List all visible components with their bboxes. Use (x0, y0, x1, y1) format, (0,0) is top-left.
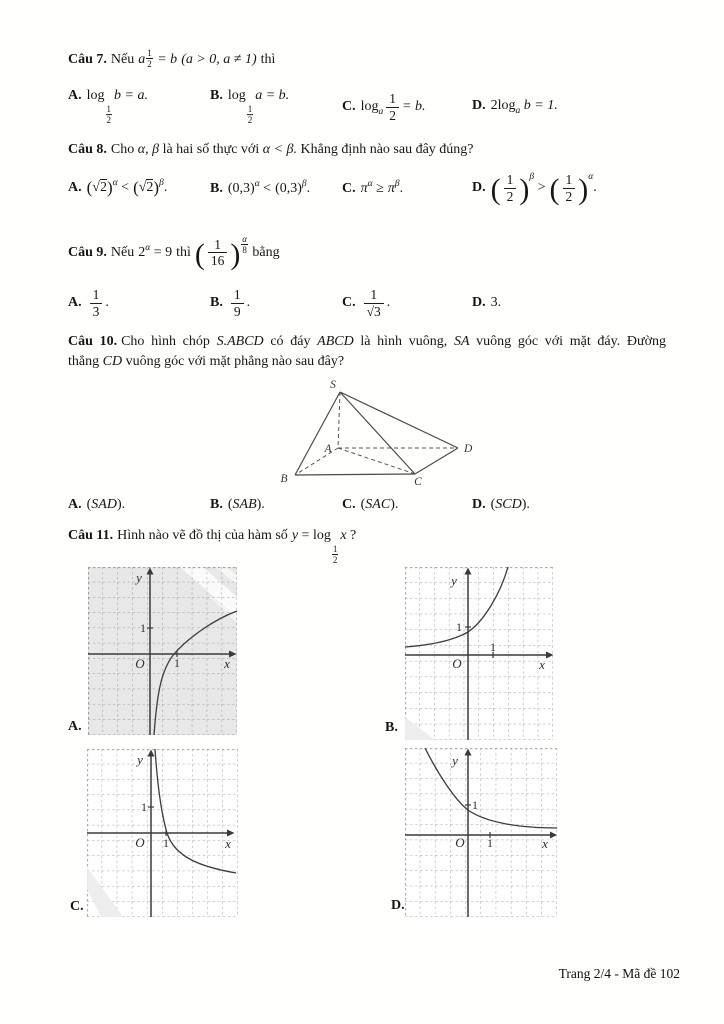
radical-sign: √ (366, 303, 375, 319)
question-label: Câu 11. (68, 528, 114, 543)
origin-label: O (452, 656, 462, 671)
stem-text: Hình nào vẽ đồ thị của hàm số (117, 528, 288, 543)
question-9-options (68, 280, 668, 326)
greek-relation: α < β. (262, 142, 297, 157)
period: . (246, 295, 251, 311)
stem-text: Nếu (110, 245, 135, 260)
stem-text: là hình vuông, (353, 334, 454, 349)
origin-label: O (455, 835, 465, 850)
math-text: b = 1. (523, 98, 558, 113)
y-axis-label: y (451, 573, 457, 588)
exponent: α (254, 179, 260, 189)
base: (0,3) (275, 181, 302, 196)
vertex-label-a: A (324, 443, 332, 455)
frac-num: 1 (147, 48, 152, 58)
period: . (306, 181, 311, 196)
frac-num: 1 (506, 171, 514, 187)
plane-name: SCD (495, 497, 522, 512)
exponent: α (112, 178, 118, 188)
graph-b-svg (405, 567, 553, 740)
exponent: β (529, 172, 535, 183)
x-tick-label: 1 (163, 836, 169, 850)
exponent: α (145, 243, 151, 253)
frac-num: 1 (106, 104, 112, 115)
stem-line-1 (68, 332, 666, 352)
question-9-option-a (68, 287, 109, 319)
stem-line-2 (68, 352, 666, 372)
frac-num: 1 (389, 90, 397, 106)
option-label: D. (472, 98, 486, 113)
question-mark: ? (350, 528, 357, 543)
fraction (208, 237, 228, 269)
frac-den: 16 (208, 252, 228, 269)
paren-open: ( (133, 178, 139, 197)
exponent: α (367, 179, 373, 189)
frac-num: 1 (332, 544, 338, 554)
log-base: a (378, 107, 384, 118)
math-text: b = a. (114, 88, 148, 104)
vertex-label-b: B (280, 473, 288, 485)
stem-text: Cho (110, 142, 138, 157)
var-x: x (340, 528, 347, 543)
question-9-option-b (210, 287, 250, 319)
relation: < (121, 180, 130, 195)
option-label: D. (472, 295, 486, 310)
stem-text: là hai số thực với (159, 142, 263, 157)
solid-name: S.ABCD (216, 334, 264, 349)
frac-den: 2 (332, 555, 338, 566)
log-base: a (515, 106, 521, 116)
paren-open: ( (227, 497, 233, 512)
question-10-option-d (472, 497, 530, 513)
frac-num: 1 (214, 236, 222, 252)
paren-close: ) (106, 178, 113, 197)
math-text: 3. (490, 295, 502, 310)
exponent-fraction (241, 234, 248, 256)
paren-close: ) (153, 178, 160, 197)
pyramid-solid-edges (295, 392, 458, 475)
base-name: ABCD (317, 334, 354, 349)
paren-open: ( (490, 173, 501, 207)
stem-text: có đáy (263, 334, 318, 349)
question-7 (68, 48, 666, 70)
vertex-label-s: S (330, 379, 336, 391)
question-label: Câu 9. (68, 245, 107, 260)
question-9-option-d (472, 295, 501, 311)
frac-num: 1 (92, 286, 100, 302)
x-tick-label: 1 (490, 640, 496, 654)
frac-num: 1 (565, 171, 573, 187)
math-condition: (a > 0, a ≠ 1) (181, 52, 257, 67)
fraction (231, 287, 244, 319)
stem-text: Cho hình chóp (121, 334, 217, 349)
frac-num: 1 (233, 286, 241, 302)
question-8-options (68, 162, 668, 214)
origin-label: O (135, 656, 145, 671)
question-10-option-a (68, 497, 125, 513)
question-7-options (68, 84, 668, 130)
question-10-option-b (210, 497, 265, 513)
math-eq: = b (157, 52, 178, 67)
relation: > (537, 180, 546, 196)
paren-open: ( (549, 173, 560, 207)
frac-den: 2 (504, 188, 517, 205)
log-fn: log (360, 99, 379, 115)
y-axis-label: y (137, 752, 143, 767)
fraction (563, 172, 576, 204)
exponent: β (159, 178, 164, 188)
frac-num: 1 (370, 286, 378, 302)
y-tick-label: 1 (140, 621, 146, 635)
fraction (364, 287, 384, 319)
option-label: C. (342, 99, 356, 115)
vertex-label-c: C (414, 476, 422, 488)
graph-d-label: D. (391, 898, 405, 913)
option-label: A. (68, 497, 82, 512)
paren-close: ). (116, 497, 126, 512)
option-label: A. (68, 180, 82, 195)
question-9-option-c (342, 287, 390, 319)
option-label: B. (210, 295, 223, 311)
stem-text: vuông góc với mặt đáy. Đường (469, 334, 667, 349)
x-axis-label: x (224, 656, 230, 671)
log-base-fraction (247, 104, 254, 126)
paren-open: ( (194, 237, 205, 271)
stem-text: Nếu (110, 52, 135, 67)
period: . (593, 180, 597, 196)
log-fn: log (227, 88, 246, 104)
option-label: D. (472, 180, 486, 196)
question-8 (68, 140, 666, 160)
base: 2 (138, 245, 146, 260)
question-9 (68, 234, 666, 269)
log-fn: log (86, 88, 105, 104)
radicand: 2 (146, 180, 154, 195)
option-label: B. (210, 497, 223, 512)
frac-den: 2 (386, 107, 399, 124)
frac-den: 2 (563, 188, 576, 205)
pyramid-svg (270, 378, 480, 492)
base: π (360, 181, 368, 196)
log-fn: log (312, 528, 331, 543)
frac-den: 9 (231, 303, 244, 320)
greek-vars: α, β (137, 142, 160, 157)
grid (405, 748, 557, 917)
x-tick-label: 1 (174, 656, 180, 670)
paren-close: ). (521, 497, 530, 512)
math-eq: = (301, 528, 310, 543)
option-label: A. (68, 295, 82, 311)
log-fn: log (497, 98, 516, 113)
graph-a-svg (88, 567, 237, 735)
log-base-fraction (332, 544, 339, 566)
option-label: C. (342, 295, 356, 311)
option-label: B. (210, 88, 223, 104)
question-10 (68, 332, 666, 373)
paren-open: ( (490, 497, 496, 512)
grid (405, 567, 553, 740)
frac-den: 2 (106, 115, 112, 126)
x-axis-label: x (539, 657, 545, 672)
option-label: D. (472, 497, 486, 512)
graph-a-label: A. (68, 719, 82, 734)
y-tick-label: 1 (141, 800, 147, 814)
base: (0,3) (227, 181, 255, 196)
graph-c-svg (87, 749, 238, 917)
paren-close: ). (256, 497, 265, 512)
question-7-option-a (68, 88, 148, 126)
y-tick-label: 1 (472, 798, 478, 812)
math-exponent-fraction (146, 48, 153, 70)
paren-close: ) (578, 173, 589, 207)
fraction (386, 91, 399, 123)
option-label: C. (342, 497, 356, 512)
stem-text: Khẳng định nào sau đây đúng? (297, 142, 474, 157)
fraction (504, 172, 517, 204)
question-label: Câu 8. (68, 142, 107, 157)
graph-b-label: B. (385, 720, 398, 735)
period: . (105, 295, 109, 311)
period: . (163, 180, 168, 195)
stem-text: thì (260, 52, 276, 67)
radicand: 2 (99, 180, 107, 195)
edge-name: CD (102, 354, 123, 370)
x-tick-label: 1 (487, 836, 493, 850)
question-label: Câu 7. (68, 52, 107, 67)
page-footer: Trang 2/4 - Mã đề 102 (558, 966, 680, 981)
pyramid-figure (270, 378, 480, 492)
relation: ≥ (376, 181, 384, 196)
plane-name: SAC (365, 497, 391, 512)
paren-open: ( (86, 178, 93, 197)
edge-name: SA (453, 334, 470, 349)
pyramid-vertex-labels (280, 379, 473, 488)
frac-den: 2 (247, 115, 253, 126)
x-axis-label: x (542, 836, 548, 851)
math-text: a = b. (255, 88, 290, 104)
question-10-option-c (342, 497, 398, 513)
question-10-options (68, 494, 668, 516)
coefficient: 2 (490, 98, 498, 113)
fraction (90, 287, 103, 319)
frac-num: 1 (247, 104, 253, 115)
paren-close: ). (390, 497, 399, 512)
paren-close: ) (519, 173, 530, 207)
plane-name: SAD (91, 497, 117, 512)
option-label: A. (68, 88, 82, 104)
frac-den: 3 (90, 303, 103, 320)
origin-label: O (135, 835, 145, 850)
y-axis-label: y (452, 753, 458, 768)
plane-name: SAB (232, 497, 257, 512)
frac-den: 8 (242, 245, 247, 256)
math-base: a (138, 52, 146, 67)
graph-option-a (88, 567, 237, 740)
period: . (399, 181, 404, 196)
log-base-fraction (106, 104, 113, 126)
frac-den (364, 303, 384, 320)
stem-text: vuông góc với mặt phẳng nào sau đây? (122, 354, 345, 370)
math-eq: = 9 (153, 245, 173, 260)
option-label: C. (342, 181, 356, 196)
stem-text: thẳng (68, 354, 103, 370)
question-8-option-d (472, 171, 597, 207)
exponent: α (588, 172, 594, 183)
y-axis-label: y (136, 570, 142, 585)
radical-sign: √ (92, 180, 100, 195)
relation: < (263, 181, 272, 196)
question-8-option-c (342, 179, 403, 197)
var-y: y (291, 528, 299, 543)
question-7-option-d (472, 98, 558, 116)
grid (88, 567, 237, 735)
base: π (387, 181, 395, 196)
question-8-option-a (68, 178, 167, 198)
option-label: B. (210, 181, 223, 196)
exponent: β (394, 179, 400, 189)
radical-sign: √ (138, 180, 147, 195)
question-7-option-c (342, 91, 425, 123)
graph-option-c (87, 749, 238, 922)
vertex-label-d: D (464, 443, 473, 455)
graph-d-svg (405, 748, 557, 917)
period: . (386, 295, 391, 311)
stem-text: bằng (252, 245, 280, 260)
question-7-option-b (210, 88, 289, 126)
y-tick-label: 1 (456, 620, 462, 634)
stem-text: thì (176, 245, 191, 260)
paren-open: ( (360, 497, 366, 512)
x-axis-label: x (225, 836, 231, 851)
paren-open: ( (86, 497, 92, 512)
frac-num: α (242, 234, 248, 244)
question-8-option-b (210, 179, 310, 197)
exponent: β (301, 179, 307, 189)
question-label: Câu 10. (68, 334, 118, 349)
paren-close: ) (230, 237, 241, 271)
math-text: = b. (402, 99, 426, 115)
radicand: 3 (374, 303, 381, 319)
graph-option-d (405, 748, 557, 922)
graph-c-label: C. (70, 899, 84, 914)
question-11 (68, 526, 666, 566)
frac-den: 2 (147, 59, 152, 70)
graph-option-b (405, 567, 553, 745)
